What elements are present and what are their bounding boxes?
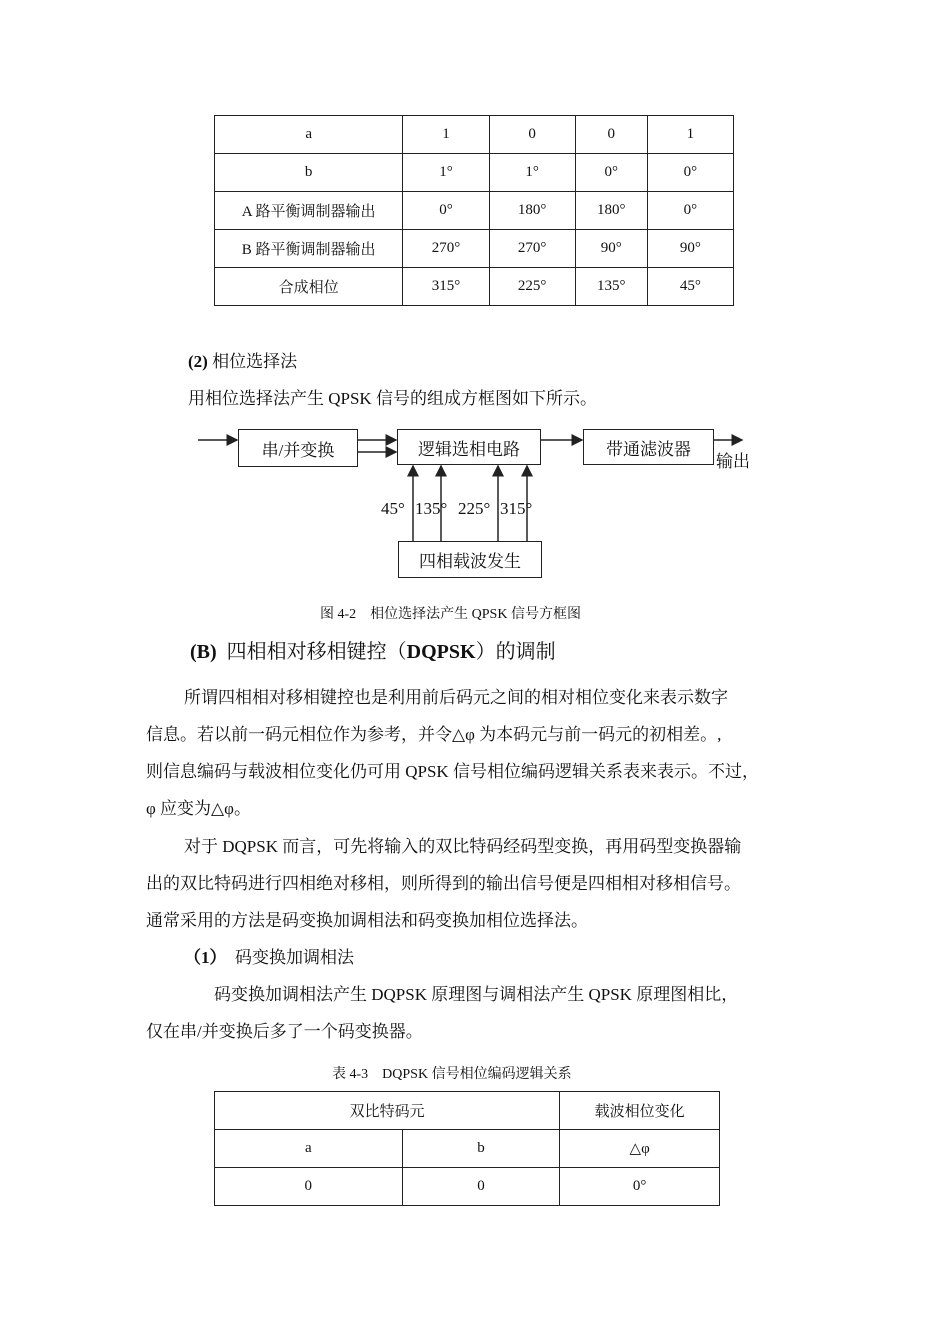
table-row <box>215 268 734 306</box>
table-cell: 0° <box>403 192 489 230</box>
paragraph-1-line-4: φ 应变为△φ。 <box>146 799 251 818</box>
paragraph-2-line-3: 通常采用的方法是码变换加调相法和码变换加相位选择法。 <box>146 911 588 930</box>
table-cell: 135° <box>575 268 647 306</box>
row-label-cell: B 路平衡调制器输出 <box>215 230 403 268</box>
bandpass-filter-box: 带通滤波器 <box>583 429 714 465</box>
table-cell: 1° <box>403 154 489 192</box>
table-cell: 270° <box>489 230 575 268</box>
table-cell: 180° <box>489 192 575 230</box>
table-cell: 0° <box>647 154 733 192</box>
intro-text: 用相位选择法产生 QPSK 信号的组成方框图如下所示。 <box>188 389 597 408</box>
paragraph-2-line-1: 对于 DQPSK 而言，可先将输入的双比特码经码型变换，再用码型变换器输 <box>184 837 742 856</box>
table-cell: 0° <box>575 154 647 192</box>
table-row <box>215 192 734 230</box>
paragraph-1-line-2: 信息。若以前一码元相位作为参考，并令△φ 为本码元与前一码元的初相差。, <box>146 725 722 744</box>
logic-phase-select-box: 逻辑选相电路 <box>397 429 541 465</box>
col-b-cell: b <box>402 1130 560 1168</box>
table-cell: 90° <box>647 230 733 268</box>
four-phase-carrier-box: 四相载波发生 <box>398 541 542 578</box>
subsection-heading-code-conversion: （1） 码变换加调相法 <box>184 948 354 967</box>
paragraph-1-line-3: 则信息编码与载波相位变化仍可用 QPSK 信号相位编码逻辑关系表来表示。不过， <box>146 762 759 781</box>
table-row <box>215 154 734 192</box>
table-cell: 1 <box>647 116 733 154</box>
table-cell: 0° <box>647 192 733 230</box>
phase-label-225: 225° <box>458 499 491 518</box>
header-carrier-cell: 载波相位变化 <box>560 1092 720 1130</box>
serial-parallel-box: 串/并变换 <box>238 429 358 467</box>
figure-caption: 图 4-2 相位选择法产生 QPSK 信号方框图 <box>320 607 581 622</box>
phase-label-315: 315° <box>500 499 533 518</box>
table-cell: 180° <box>575 192 647 230</box>
table-cell: 1° <box>489 154 575 192</box>
table-cell: 225° <box>489 268 575 306</box>
header-bits-cell: 双比特码元 <box>215 1092 560 1130</box>
paragraph-1-line-1: 所谓四相相对移相键控也是利用前后码元之间的相对相位变化来表示数字 <box>184 688 728 707</box>
table-cell: 270° <box>403 230 489 268</box>
table-cell: 0° <box>560 1168 720 1206</box>
table-cell: 1 <box>403 116 489 154</box>
row-label-cell: 合成相位 <box>215 268 403 306</box>
table-cell: 45° <box>647 268 733 306</box>
section-heading-phase-select: (2) 相位选择法 <box>188 352 298 371</box>
col-a-cell: a <box>215 1130 403 1168</box>
phase-label-45: 45° <box>381 499 405 518</box>
row-label-cell: a <box>215 116 403 154</box>
table-row <box>215 116 734 154</box>
paragraph-3-line-2: 仅在串/并变换后多了一个码变换器。 <box>146 1022 423 1041</box>
col-dphi-cell: △φ <box>560 1130 720 1168</box>
output-label: 输出 <box>716 452 750 471</box>
table-cell: 0 <box>575 116 647 154</box>
paragraph-3-line-1: 码变换加调相法产生 DQPSK 原理图与调相法产生 QPSK 原理图相比， <box>214 985 739 1004</box>
table-cell: 315° <box>403 268 489 306</box>
dqpsk-table <box>214 1091 720 1206</box>
phase-label-135: 135° <box>415 499 448 518</box>
table-cell: 0 <box>489 116 575 154</box>
table-row <box>215 230 734 268</box>
section-heading-dqpsk: (B) 四相相对移相键控（DQPSK）的调制 <box>190 641 556 663</box>
table-cell: 0 <box>215 1168 403 1206</box>
table-caption: 表 4-3 DQPSK 信号相位编码逻辑关系 <box>332 1067 572 1082</box>
paragraph-2-line-2: 出的双比特码进行四相绝对移相，则所得到的输出信号便是四相相对移相信号。 <box>146 874 741 893</box>
row-label-cell: b <box>215 154 403 192</box>
row-label-cell: A 路平衡调制器输出 <box>215 192 403 230</box>
phase-table <box>214 115 734 306</box>
table-cell: 90° <box>575 230 647 268</box>
table-cell: 0 <box>402 1168 560 1206</box>
